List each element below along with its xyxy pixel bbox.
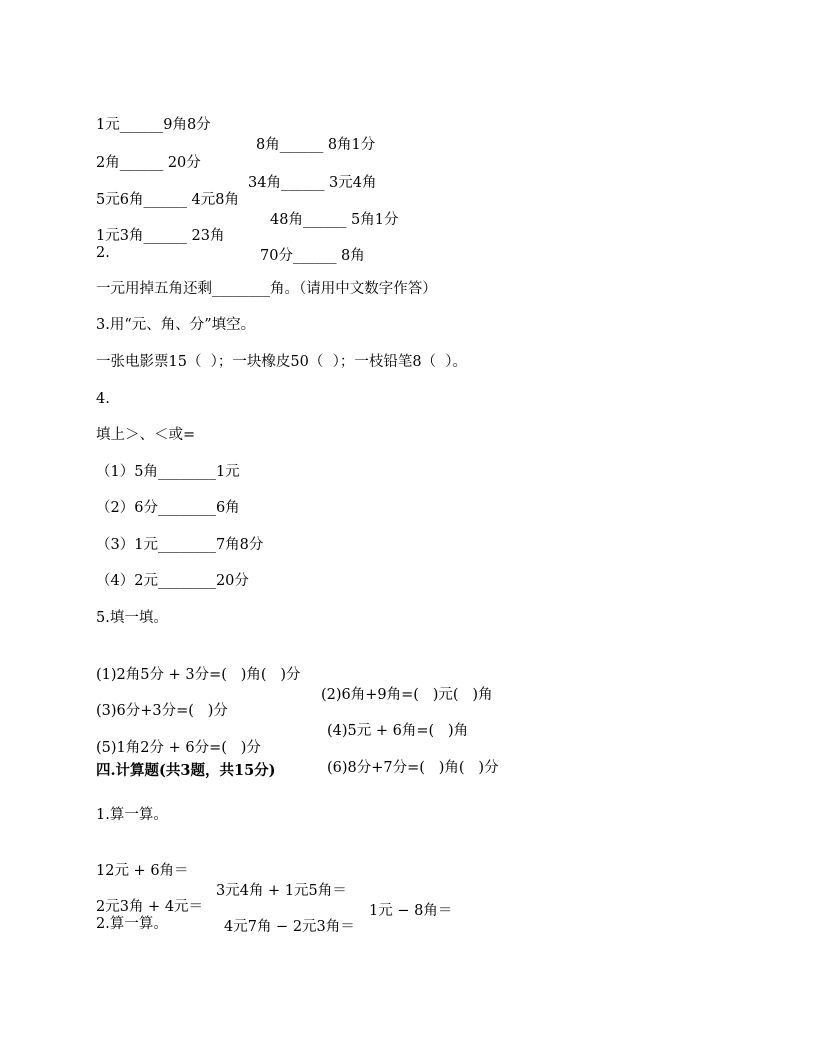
q4-number: 4.: [96, 391, 110, 407]
section4-q1-title: 1.算一算。: [96, 807, 168, 823]
q1-row-3-a: 5元6角______ 4元8角: [96, 192, 240, 208]
q3-title: 3.用“元、角、分”填空。: [96, 317, 256, 333]
q5-row-1-b: (2)6角+9角=( )元( )角: [321, 687, 493, 703]
q5-title: 5.填一填。: [96, 610, 168, 626]
q4-item-3: （3）1元________7角8分: [96, 537, 264, 553]
q5-row-2-a: (3)6分+3分=( )分: [96, 703, 228, 719]
q1-row-1: [96, 95, 376, 153]
q5-row-3-b: (6)8分+7分=( )角( )分: [327, 760, 499, 776]
q1-row-3-b: 48角______ 5角1分: [270, 212, 399, 228]
q1-row-2-b: 34角______ 3元4角: [248, 175, 377, 191]
q2-number: 2.: [96, 245, 110, 261]
q2-text: 一元用掉五角还剩________角。（请用中文数字作答）: [96, 281, 437, 297]
section4-q1-row-2-a: 2元3角 + 4元＝: [96, 899, 204, 915]
q5-row-1: [96, 645, 493, 703]
q1-row-1-a: 1元______9角8分: [96, 117, 211, 133]
q5-row-1-a: (1)2角5分 + 3分=( )角( )分: [96, 667, 301, 683]
section4-q1-row-2-b: 4元7角 − 2元3角＝: [224, 919, 355, 935]
q5-row-3-a: (5)1角2分 + 6分=( )分: [96, 740, 261, 756]
q3-text: 一张电影票15（ ）；一块橡皮50（ ）；一枝铅笔8（ ）。: [96, 354, 468, 370]
section4-q2-title: 2.算一算。: [96, 916, 168, 932]
q4-item-2: （2）6分________6角: [96, 500, 240, 516]
q4-item-1: （1）5角________1元: [96, 464, 240, 480]
section4-q1-row-1-b: 3元4角 + 1元5角＝: [216, 883, 347, 899]
q1-row-1-b: 8角______ 8角1分: [256, 137, 376, 153]
q5-row-2-b: (4)5元 + 6角=( )角: [327, 723, 469, 739]
section4-q1-row-1-a: 12元 + 6角＝: [96, 863, 189, 879]
q1-row-2-a: 2角______ 20分: [96, 155, 201, 171]
q4-item-4: （4）2元________20分: [96, 573, 249, 589]
section4-q1-row-1-c: 1元 − 8角＝: [369, 903, 453, 919]
q4-title: 填上＞、＜或=: [96, 427, 196, 443]
section4-heading: 四.计算题(共3题，共15分): [96, 762, 276, 779]
q1-row-4-b: 70分______ 8角: [260, 248, 365, 264]
q1-row-4-a: 1元3角______ 23角: [96, 228, 225, 244]
